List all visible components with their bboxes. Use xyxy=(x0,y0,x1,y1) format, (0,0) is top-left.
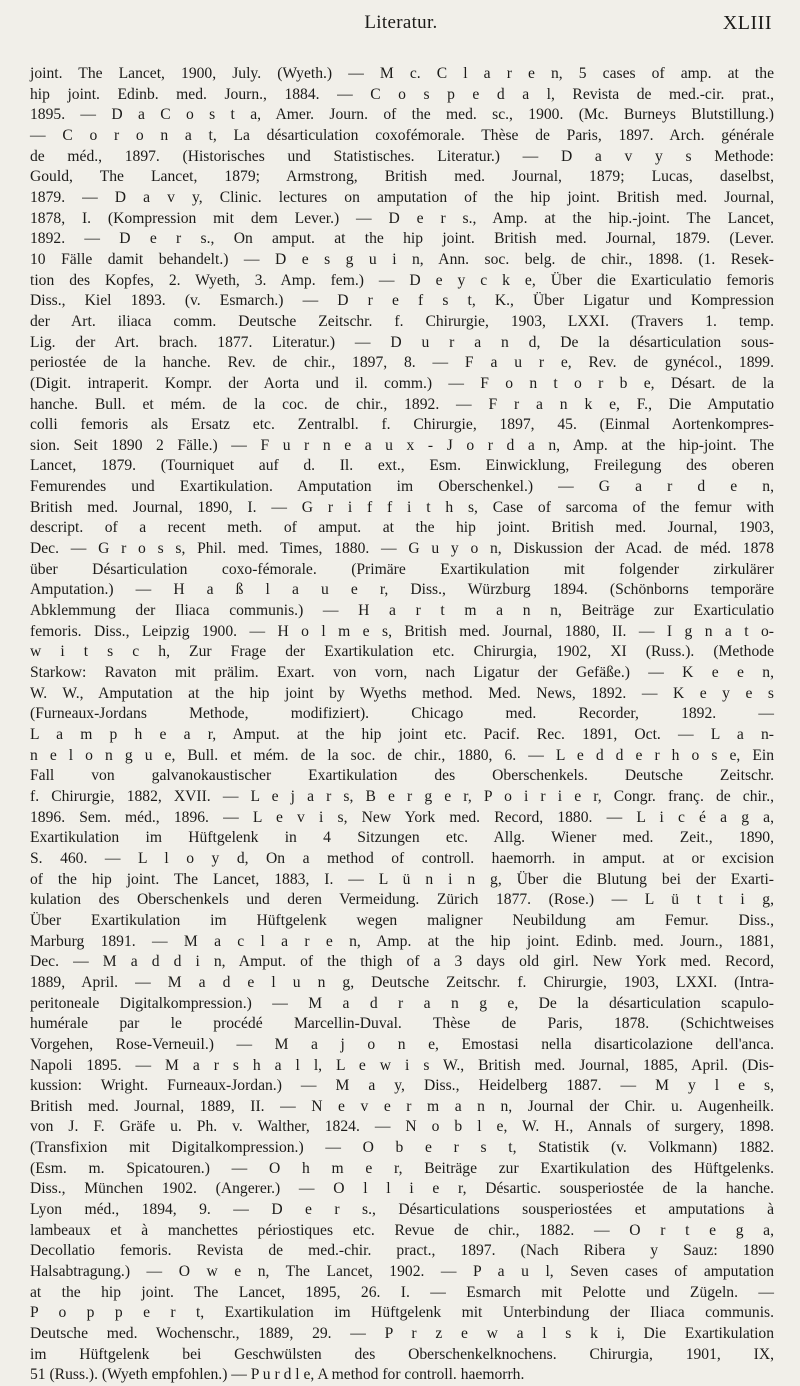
text-line: Marburg 1891. — M a c l a r e n, Amp. at the hip joint. Edinb. med. Journ., 1881, xyxy=(30,932,774,950)
text-line: L a m p h e a r, Amput. at the hip joint etc. Pacif. Rec. 1891, Oct. — L a n- xyxy=(30,726,774,743)
text-line: Femurendes und Exartikulation. Amputation im Oberschenkel.) — G a r d e n, xyxy=(30,478,774,496)
text-line: Lig. der Art. brach. 1877. Literatur.) — D u r a n d, De la désarticulation sous- xyxy=(30,333,774,351)
text-line: (Esm. m. Spicatouren.) — O h m e r, Beiträge zur Exartikulation des Hüftgelenks. xyxy=(30,1159,774,1177)
text-line: 1896. Sem. méd., 1896. — L e v i s, New York med. Record, 1880. — L i c é a g a, xyxy=(30,808,774,826)
text-line: kulation des Oberschenkels und deren Vermeidung. Zürich 1877. (Rose.) — L ü t t i g, xyxy=(30,891,774,909)
text-line: 1878, I. (Kompression mit dem Lever.) — D e r s., Amp. at the hip.-joint. The Lancet, xyxy=(30,209,774,227)
text-line: de méd., 1897. (Historisches und Statistisches. Literatur.) — D a v y s Methode: xyxy=(30,147,774,165)
text-line: (Furneaux-Jordans Methode, modifiziert). Chicago med. Recorder, 1892. — xyxy=(30,705,774,723)
running-head: Literatur. xyxy=(364,12,438,33)
text-line: Deutsche med. Wochenschr., 1889, 29. — P r z e w a l s k i, Die Exartikulation xyxy=(30,1325,774,1343)
text-line: joint. The Lancet, 1900, July. (Wyeth.) — M c. C l a r e n, 5 cases of amp. at the xyxy=(30,65,774,82)
text-line: Fall von galvanokaustischer Exartikulation des Oberschenkels. Deutsche Zeitschr. xyxy=(30,767,774,785)
text-line: Decollatio femoris. Revista de med.-chir. pract., 1897. (Nach Ribera y Sauz: 1890 xyxy=(30,1242,774,1260)
text-line: Napoli 1895. — M a r s h a l l, L e w i s W., British med. Journal, 1885, April. (Dis- xyxy=(30,1056,774,1074)
page-header xyxy=(30,12,772,42)
text-line: colli femoris als Ersatz etc. Zentralbl. f. Chirurgie, 1897, 45. (Einmal Aortenkompres- xyxy=(30,416,774,434)
text-line: 10 Fälle damit behandelt.) — D e s g u i n, Ann. soc. belg. de chir., 1898. (1. Resek- xyxy=(30,250,774,268)
text-line: Dec. — M a d d i n, Amput. of the thigh of a 3 days old girl. New York med. Record, xyxy=(30,953,774,971)
text-line: Exartikulation im Hüftgelenk in 4 Sitzungen etc. Allg. Wiener med. Zeit., 1890, xyxy=(30,829,774,847)
text-line: — C o r o n a t, La désarticulation coxofémorale. Thèse de Paris, 1897. Arch. générale xyxy=(30,126,774,144)
text-line: sion. Seit 1890 2 Fälle.) — F u r n e a u x - J o r d a n, Amp. at the hip-joint. The xyxy=(30,436,774,454)
text-line: periostée de la hanche. Rev. de chir., 1897, 8. — F a u r e, Rev. de gynécol., 1899. xyxy=(30,354,774,372)
text-line: Amputation.) — H a ß l a u e r, Diss., Würzburg 1894. (Schönborns temporäre xyxy=(30,581,774,599)
text-line: f. Chirurgie, 1882, XVII. — L e j a r s, B e r g e r, P o i r i e r, Congr. franç. de chir., xyxy=(30,787,774,805)
text-line: Gould, The Lancet, 1879; Armstrong, British med. Journal, 1879; Lucas, daselbst, xyxy=(30,168,774,186)
text-line: descript. of a recent meth. of amput. at the hip joint. British med. Journal, 1903, xyxy=(30,519,774,537)
text-line: humérale par le procédé Marcellin-Duval. Thèse de Paris, 1878. (Schichtweises xyxy=(30,1015,774,1033)
text-line: tion des Kopfes, 2. Wyeth, 3. Amp. fem.) — D e y c k e, Über die Exarticulatio femoris xyxy=(30,271,774,289)
text-line: w i t s c h, Zur Frage der Exartikulation etc. Chirurgia, 1902, XI (Russ.). (Methode xyxy=(30,643,774,661)
text-line: (Transfixion mit Digitalkompression.) — O b e r s t, Statistik (v. Volkmann) 1882. xyxy=(30,1139,774,1157)
text-line: Halsabtragung.) — O w e n, The Lancet, 1902. — P a u l, Seven cases of amputation xyxy=(30,1263,774,1281)
text-line: hanche. Bull. et mém. de la coc. de chir., 1892. — F r a n k e, F., Die Amputatio xyxy=(30,395,774,413)
text-line: 1889, April. — M a d e l u n g, Deutsche Zeitschr. f. Chirurgie, 1903, LXXI. (Intra- xyxy=(30,973,774,991)
text-line: British med. Journal, 1889, II. — N e v e r m a n n, Journal der Chir. u. Augenheilk. xyxy=(30,1097,774,1115)
text-line: S. 460. — L l o y d, On a method of controll. haemorrh. in amput. at or excision xyxy=(30,849,774,867)
text-line: Starkow: Ravaton mit prälim. Exart. von vorn, nach Ligatur der Gefäße.) — K e e n, xyxy=(30,664,774,682)
bibliography-text xyxy=(30,64,774,1386)
text-line: von J. F. Gräfe u. Ph. v. Walther, 1824. — N o b l e, W. H., Annals of surgery, 1898. xyxy=(30,1118,774,1136)
text-line: Dec. — G r o s s, Phil. med. Times, 1880. — G u y o n, Diskussion der Acad. de méd. 1878 xyxy=(30,540,774,558)
text-line: Vorgehen, Rose-Verneuil.) — M a j o n e, Emostasi nella disarticolazione dell'anca. xyxy=(30,1035,774,1053)
text-line: kussion: Wright. Furneaux-Jordan.) — M a y, Diss., Heidelberg 1887. — M y l e s, xyxy=(30,1077,774,1095)
text-line: n e l o n g u e, Bull. et mém. de la soc. de chir., 1880, 6. — L e d d e r h o s e, Ein xyxy=(30,746,774,764)
text-line: of the hip joint. The Lancet, 1883, I. — L ü n i n g, Über die Blutung bei der Exarti- xyxy=(30,870,774,888)
text-line: 1895. — D a C o s t a, Amer. Journ. of the med. sc., 1900. (Mc. Burneys Blutstillung.) xyxy=(30,106,774,124)
text-line: lambeaux et à manchettes périostiques etc. Revue de chir., 1882. — O r t e g a, xyxy=(30,1221,774,1239)
text-line: Lyon méd., 1894, 9. — D e r s., Désarticulations sousperiostées et amputations à xyxy=(30,1201,774,1219)
text-line: P o p p e r t, Exartikulation im Hüftgelenk mit Unterbindung der Iliaca communis. xyxy=(30,1304,774,1322)
text-line: femoris. Diss., Leipzig 1900. — H o l m e s, British med. Journal, 1880, II. — I g n a t o- xyxy=(30,622,774,640)
text-line: Diss., München 1902. (Angerer.) — O l l i e r, Désartic. sousperiostée de la hanche. xyxy=(30,1180,774,1198)
text-line: (Digit. intraperit. Kompr. der Aorta und il. comm.) — F o n t o r b e, Désart. de la xyxy=(30,374,774,392)
text-line: Lancet, 1879. (Tourniquet auf d. Il. ext., Esm. Einwicklung, Freilegung des oberen xyxy=(30,457,774,475)
text-line: W. W., Amputation at the hip joint by Wyeths method. Med. News, 1892. — K e y e s xyxy=(30,684,774,702)
text-line: Über Exartikulation im Hüftgelenk wegen maligner Neubildung am Femur. Diss., xyxy=(30,911,774,929)
text-line: 51 (Russ.). (Wyeth empfohlen.) — P u r d l e, A method for controll. haemorrh. xyxy=(30,1366,525,1384)
text-line: at the hip joint. The Lancet, 1895, 26. I. — Esmarch mit Pelotte und Zügeln. — xyxy=(30,1283,774,1301)
text-line: über Désarticulation coxo-fémorale. (Primäre Exartikulation mit folgender zirkulärer xyxy=(30,560,774,578)
text-line: der Art. iliaca comm. Deutsche Zeitschr. f. Chirurgie, 1903, LXXI. (Travers 1. temp. xyxy=(30,312,774,330)
text-line: peritoneale Digitalkompression.) — M a d r a n g e, De la désarticulation scapulo- xyxy=(30,994,774,1012)
page-number: XLIII xyxy=(722,12,772,34)
text-line: hip joint. Edinb. med. Journ., 1884. — C o s p e d a l, Revista de med.-cir. prat., xyxy=(30,85,774,103)
text-line: British med. Journal, 1890, I. — G r i f f i t h s, Case of sarcoma of the femur with xyxy=(30,498,774,516)
text-line: im Hüftgelenk bei Geschwülsten des Oberschenkelknochens. Chirurgia, 1901, IX, xyxy=(30,1345,774,1363)
text-line: Diss., Kiel 1893. (v. Esmarch.) — D r e f s t, K., Über Ligatur und Kompression xyxy=(30,292,774,310)
text-line: 1892. — D e r s., On amput. at the hip joint. British med. Journal, 1879. (Lever. xyxy=(30,230,774,248)
text-line: 1879. — D a v y, Clinic. lectures on amputation of the hip joint. British med. Journal, xyxy=(30,188,774,206)
text-line: Abklemmung der Iliaca communis.) — H a r t m a n n, Beiträge zur Exarticulatio xyxy=(30,602,774,620)
